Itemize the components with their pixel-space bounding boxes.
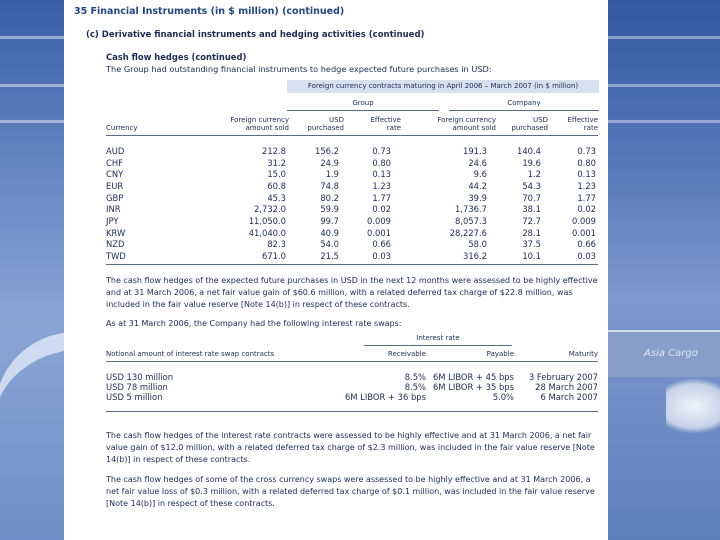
maturity-cell: 28 March 2007 (535, 382, 598, 392)
page-title: 35 Financial Instruments (in $ million) (continued) (74, 6, 345, 17)
table-row (106, 372, 598, 382)
currency-cell: CNY (106, 169, 124, 180)
value-cell: 10.1 (522, 251, 541, 262)
currency-cell: KRW (106, 227, 126, 238)
notional-header: Notional amount of interest rate swap contracts (106, 350, 275, 358)
value-cell: 140.4 (517, 145, 541, 156)
value-cell: 0.001 (367, 227, 391, 238)
notional-cell: USD 130 million (106, 372, 174, 382)
value-cell: 0.13 (372, 169, 391, 180)
company-label: Company (507, 99, 541, 107)
value-cell: 59.9 (320, 204, 339, 215)
value-cell: 1.77 (372, 192, 391, 203)
value-cell: 11,050.0 (248, 215, 286, 226)
value-cell: 1.9 (325, 169, 339, 180)
swaps-note-1: The cash flow hedges of the interest rate contracts were assessed to be highly effective and at 31 March 2006, a net fair value gain of $12.0 million, with a related deferred tax charge of $2.3 million, was included in the fair value reserve [Note 14(b)] in respect of these contracts. (106, 431, 595, 464)
payable-cell: 5.0% (492, 392, 514, 402)
currency-cell: NZD (106, 239, 125, 250)
value-cell: 44.2 (468, 180, 487, 191)
value-cell: 21.5 (320, 251, 339, 262)
receivable-cell: 6M LIBOR + 36 bps (344, 392, 426, 402)
currency-cell: GBP (106, 192, 124, 203)
value-cell: 8,057.3 (455, 215, 487, 226)
column-header: USD purchased (307, 116, 344, 132)
receivable-header: Receivable (387, 350, 426, 358)
value-cell: 41,040.0 (248, 227, 286, 238)
swaps-intro: As at 31 March 2006, the Company had the following interest rate swaps: (106, 319, 402, 328)
interest-rate-rule (364, 345, 512, 346)
value-cell: 70.7 (522, 192, 541, 203)
value-cell: 0.66 (372, 239, 391, 250)
column-header: Effective rate (370, 116, 401, 132)
background-left-panel (0, 0, 64, 540)
column-header: USD purchased (511, 116, 548, 132)
maturity-cell: 3 February 2007 (528, 372, 598, 382)
background-right-panel (608, 0, 720, 540)
receivable-cell: 8.5% (404, 382, 426, 392)
swap-bottom-rule (106, 411, 598, 412)
table-row (106, 227, 596, 239)
currency-header: Currency (106, 124, 138, 132)
value-cell: 212.8 (262, 145, 286, 156)
value-cell: 316.2 (463, 251, 487, 262)
swaps-note-2: The cash flow hedges of some of the cross currency swaps were assessed to be highly effective and at 31 March 2006, a net fair value loss of $0.3 million, with a related deferred tax charge of $0.1 million, was included in the fair value reserve [Note 14(b)] in respect of these contracts. (106, 475, 595, 508)
value-cell: 2,732.0 (254, 204, 286, 215)
value-cell: 19.6 (522, 157, 541, 168)
table-row (106, 168, 596, 180)
value-cell: 0.001 (572, 227, 596, 238)
value-cell: 31.2 (267, 157, 286, 168)
value-cell: 99.7 (320, 215, 339, 226)
value-cell: 1.2 (527, 169, 541, 180)
value-cell: 1.23 (372, 180, 391, 191)
table-row (106, 392, 598, 402)
cash-flow-heading: Cash flow hedges (continued) (106, 52, 247, 62)
value-cell: 0.73 (372, 145, 391, 156)
table-row (106, 382, 598, 392)
payable-cell: 6M LIBOR + 35 bps (432, 382, 514, 392)
header-rule (106, 135, 598, 136)
value-cell: 15.0 (267, 169, 286, 180)
value-cell: 38.1 (522, 204, 541, 215)
table-row (106, 192, 596, 204)
value-cell: 28,227.6 (449, 227, 487, 238)
value-cell: 9.6 (473, 169, 487, 180)
value-cell: 54.0 (320, 239, 339, 250)
receivable-cell: 8.5% (404, 372, 426, 382)
table-row (106, 250, 596, 262)
value-cell: 0.02 (577, 204, 596, 215)
decor-stripe (608, 84, 720, 87)
decor-stripe (608, 36, 720, 39)
value-cell: 60.8 (267, 180, 286, 191)
currency-contracts-table (106, 145, 596, 262)
swap-header-rule (106, 361, 598, 362)
value-cell: 191.3 (463, 145, 487, 156)
aircraft-nose-image (666, 378, 720, 434)
currency-cell: TWD (106, 251, 126, 262)
value-cell: 24.9 (320, 157, 339, 168)
table-row (106, 145, 596, 157)
value-cell: 80.2 (320, 192, 339, 203)
currency-cell: EUR (106, 180, 124, 191)
value-cell: 58.0 (468, 239, 487, 250)
value-cell: 0.03 (577, 251, 596, 262)
table-row (106, 180, 596, 192)
column-header: Foreign currency amount sold (230, 116, 289, 132)
table-row (106, 239, 596, 251)
currency-cell: CHF (106, 157, 123, 168)
decor-stripe (0, 84, 64, 87)
value-cell: 0.009 (367, 215, 391, 226)
value-cell: 45.3 (267, 192, 286, 203)
notional-cell: USD 5 million (106, 392, 163, 402)
group-label: Group (352, 99, 374, 107)
value-cell: 0.02 (372, 204, 391, 215)
value-cell: 37.5 (522, 239, 541, 250)
decor-stripe (0, 120, 64, 123)
decor-stripe (0, 36, 64, 39)
value-cell: 40.9 (320, 227, 339, 238)
currency-cell: AUD (106, 145, 125, 156)
value-cell: 1.77 (577, 192, 596, 203)
maturity-cell: 6 March 2007 (540, 392, 598, 402)
cash-flow-intro: The Group had outstanding financial instruments to hedge expected future purchases in USD: (106, 64, 492, 74)
payable-cell: 6M LIBOR + 45 bps (432, 372, 514, 382)
table-row (106, 215, 596, 227)
decor-stripe (608, 120, 720, 123)
value-cell: 0.80 (577, 157, 596, 168)
value-cell: 0.73 (577, 145, 596, 156)
group-rule (287, 110, 439, 111)
value-cell: 24.6 (468, 157, 487, 168)
column-header: Effective rate (567, 116, 598, 132)
interest-rate-label: Interest rate (416, 334, 460, 342)
value-cell: 74.8 (320, 180, 339, 191)
value-cell: 0.03 (372, 251, 391, 262)
section-subtitle: (c) Derivative financial instruments and hedging activities (continued) (86, 30, 425, 40)
company-rule (449, 110, 599, 111)
value-cell: 82.3 (267, 239, 286, 250)
currency-cell: JPY (106, 215, 119, 226)
value-cell: 1.23 (577, 180, 596, 191)
value-cell: 72.7 (522, 215, 541, 226)
maturity-header: Maturity (568, 350, 598, 358)
value-cell: 54.3 (522, 180, 541, 191)
value-cell: 1,736.7 (455, 204, 487, 215)
table-banner: Foreign currency contracts maturing in April 2006 – March 2007 (in $ million) (287, 80, 599, 93)
notional-cell: USD 78 million (106, 382, 168, 392)
table-row (106, 203, 596, 215)
column-header: Foreign currency amount sold (437, 116, 496, 132)
value-cell: 0.009 (572, 215, 596, 226)
table-row (106, 157, 596, 169)
payable-header: Payable (486, 350, 514, 358)
value-cell: 156.2 (315, 145, 339, 156)
value-cell: 0.80 (372, 157, 391, 168)
currency-cell: INR (106, 204, 121, 215)
interest-rate-swaps-table (106, 372, 598, 402)
cargo-sign: Asia Cargo (644, 348, 698, 359)
value-cell: 671.0 (262, 251, 286, 262)
table-bottom-rule (106, 264, 598, 265)
value-cell: 28.1 (522, 227, 541, 238)
value-cell: 0.13 (577, 169, 596, 180)
value-cell: 39.9 (468, 192, 487, 203)
value-cell: 0.66 (577, 239, 596, 250)
document-page (64, 0, 608, 540)
cash-flow-note: The cash flow hedges of the expected future purchases in USD in the next 12 months were assessed to be highly effective and at 31 March 2006, a net fair value gain of $60.6 million, with a related deferred tax charge of $22.8 million, was included in the fair value reserve [Note 14(b)] in respect of these contracts. (106, 276, 598, 309)
